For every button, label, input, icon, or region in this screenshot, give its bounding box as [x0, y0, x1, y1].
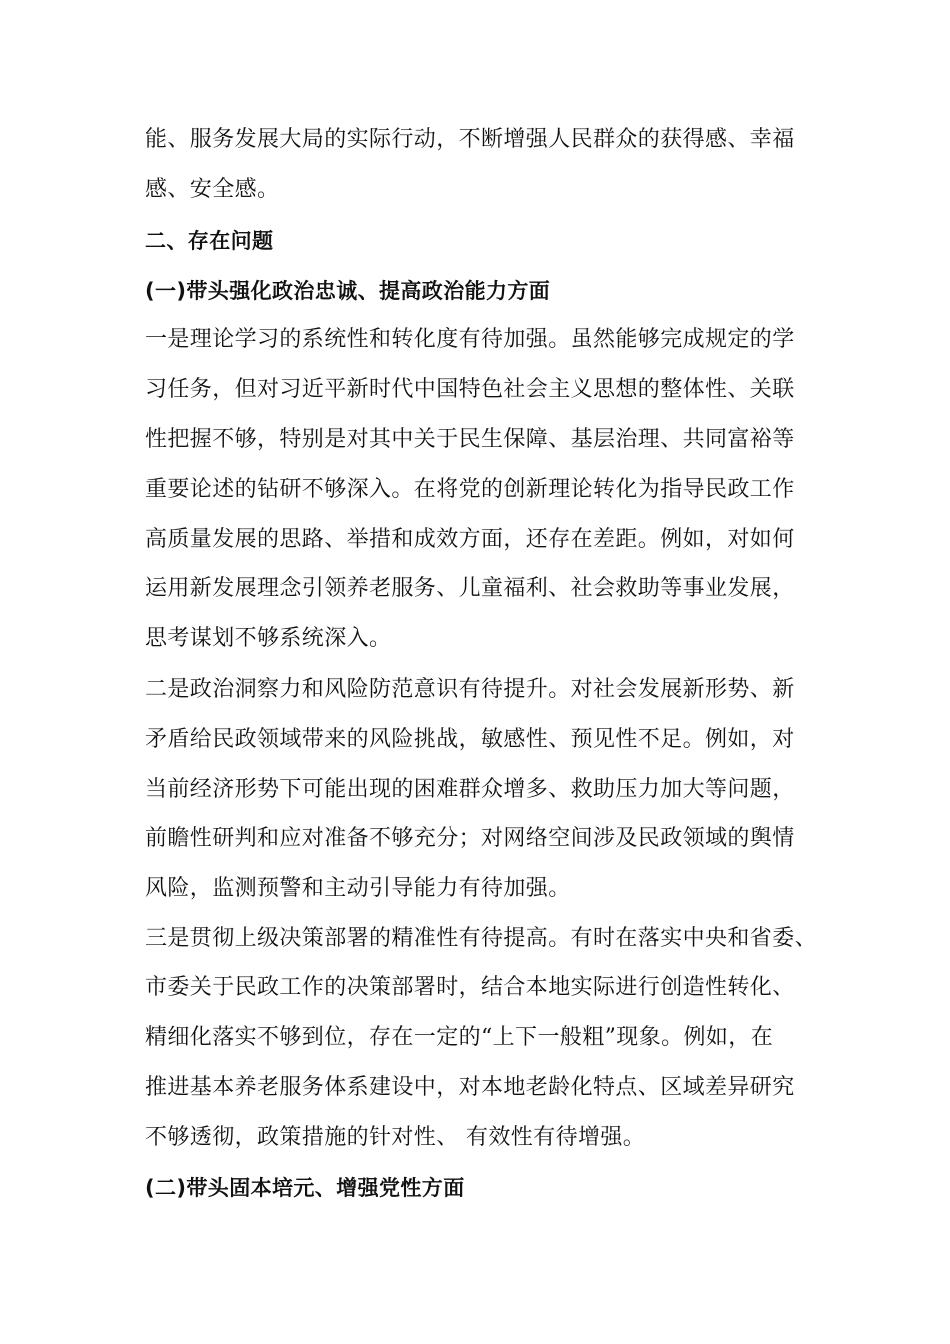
body-text-line: 一是理论学习的系统性和转化度有待加强。虽然能够完成规定的学 [145, 327, 795, 352]
body-text-line: 运用新发展理念引领养老服务、儿童福利、社会救助等事业发展， [145, 576, 795, 601]
body-text-line: 思考谋划不够系统深入。 [145, 626, 392, 651]
body-text-line: 风险，监测预警和主动引导能力有待加强。 [145, 876, 571, 901]
body-text-line: 感、安全感。 [145, 177, 280, 202]
body-text-line: 当前经济形势下可能出现的困难群众增多、救助压力加大等问题， [145, 777, 795, 802]
body-text-line: 三是贯彻上级决策部署的精准性有待提高。有时在落实中央和省委、 [145, 926, 818, 951]
body-text-line: 习任务，但对习近平新时代中国特色社会主义思想的整体性、关联 [145, 377, 795, 402]
body-text-line: 市委关于民政工作的决策部署时，结合本地实际进行创造性转化、 [145, 975, 795, 1000]
body-text-line: 矛盾给民政领域带来的风险挑战，敏感性、预见性不足。例如，对 [145, 727, 795, 752]
section-heading: 二、存在问题 [145, 229, 274, 253]
body-text-line: 二是政治洞察力和风险防范意识有待提升。对社会发展新形势、新 [145, 677, 795, 702]
body-text-line: 精细化落实不够到位，存在一定的“上下一般粗”现象。例如，在 [145, 1025, 774, 1050]
subsection-heading: (二)带头固本培元、增强党性方面 [145, 1176, 465, 1200]
body-text-line: 性把握不够，特别是对其中关于民生保障、基层治理、共同富裕等 [145, 427, 795, 452]
subsection-heading: (一)带头强化政治忠诚、提高政治能力方面 [145, 279, 551, 303]
body-text-line: 重要论述的钻研不够深入。在将党的创新理论转化为指导民政工作 [145, 477, 795, 502]
body-text-line: 推进基本养老服务体系建设中，对本地老龄化特点、区域差异研究 [145, 1075, 795, 1100]
body-text-line: 高质量发展的思路、举措和成效方面，还存在差距。例如，对如何 [145, 527, 795, 552]
body-text-line: 不够透彻，政策措施的针对性、 有效性有待增强。 [145, 1125, 646, 1150]
body-text-line: 能、服务发展大局的实际行动，不断增强人民群众的获得感、幸福 [145, 127, 795, 152]
body-text-line: 前瞻性研判和应对准备不够充分；对网络空间涉及民政领域的舆情 [145, 826, 795, 851]
